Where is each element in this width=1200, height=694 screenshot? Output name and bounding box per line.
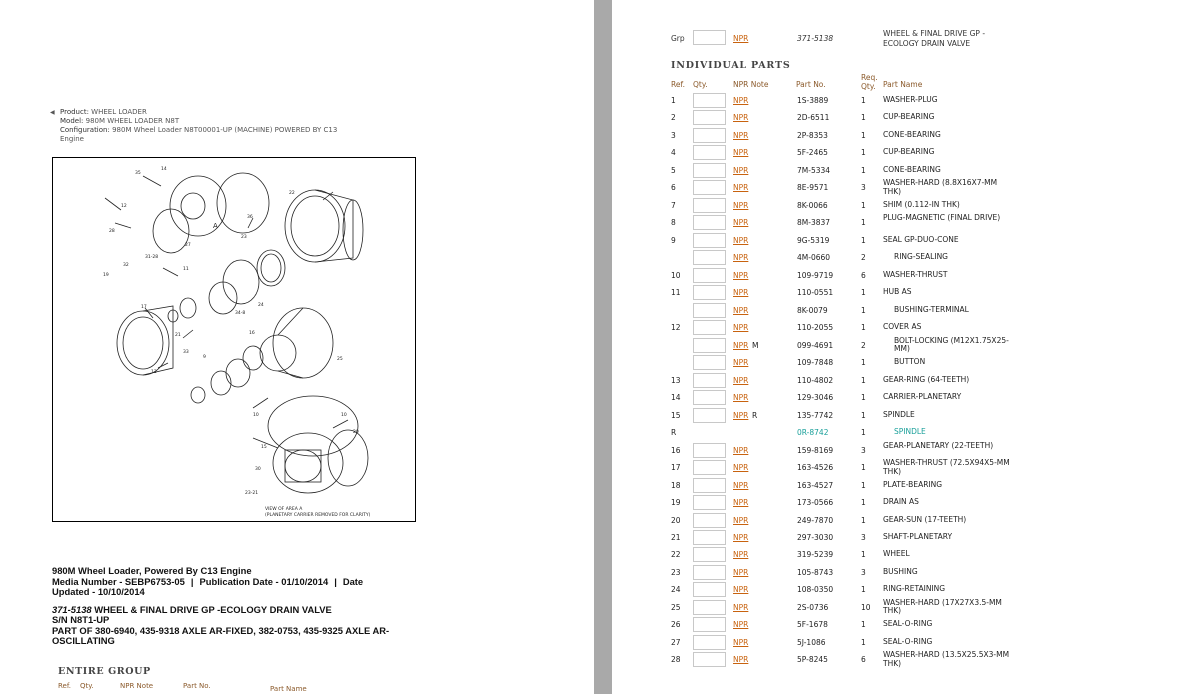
table-row (612, 389, 1200, 406)
npr-link[interactable]: NPR (733, 253, 749, 263)
table-row (612, 651, 1200, 668)
req-qty-cell: 3 (861, 533, 866, 542)
serial-range: S/N N8T1-UP (52, 614, 110, 625)
qty-input[interactable] (693, 145, 726, 160)
group-row (612, 29, 1200, 49)
qty-input[interactable] (693, 163, 726, 178)
table-header (612, 73, 1200, 93)
table-row (612, 144, 1200, 161)
qty-input[interactable] (693, 617, 726, 632)
ref-cell: 16 (671, 445, 681, 455)
qty-input[interactable] (693, 93, 726, 108)
qty-input[interactable] (693, 233, 726, 248)
table-row (612, 127, 1200, 144)
req-qty-cell: 1 (861, 358, 866, 368)
ref-cell: 9 (671, 235, 676, 245)
qty-input[interactable] (693, 478, 726, 493)
npr-link[interactable]: NPR (733, 393, 749, 403)
svg-text:30: 30 (255, 467, 261, 472)
svg-text:16: 16 (249, 331, 255, 336)
qty-input[interactable] (693, 390, 726, 405)
req-qty-cell: 3 (861, 183, 866, 193)
part-number-cell: 110-2055 (797, 323, 834, 333)
table-row (612, 529, 1200, 546)
svg-text:10: 10 (341, 413, 347, 418)
part-number-cell: 7M-5334 (797, 165, 831, 175)
svg-text:34-8: 34-8 (235, 311, 246, 316)
part-of-note: PART OF 380-6940, 435-9318 AXLE AR-FIXED, 382-0753, 435-9325 AXLE AR-OSCILLATING (52, 624, 390, 646)
part-number-cell: 8K-0079 (797, 305, 828, 315)
qty-input[interactable] (693, 652, 726, 667)
req-qty-cell: 1 (861, 515, 866, 525)
part-number-cell: 5J-1086 (797, 637, 826, 647)
part-number-cell: 109-9719 (797, 270, 834, 280)
ref-cell: 25 (671, 602, 681, 612)
qty-input[interactable] (693, 320, 726, 335)
npr-note-cell: R (752, 410, 758, 420)
npr-link[interactable]: NPR (733, 375, 749, 385)
part-name-cell: SEAL-O-RING (883, 636, 933, 646)
req-qty-cell: 1 (861, 498, 866, 508)
panel-divider[interactable] (594, 0, 612, 694)
req-qty-cell: 1 (861, 305, 866, 315)
npr-link[interactable]: NPR (733, 340, 749, 350)
req-qty-cell: 1 (861, 96, 866, 105)
model-value: 980M WHEEL LOADER N8T (85, 117, 180, 125)
grp-name: WHEEL & FINAL DRIVE GP - ECOLOGY DRAIN VALVE (883, 29, 986, 48)
qty-input[interactable] (693, 215, 726, 230)
part-name-cell: BUTTON (894, 357, 926, 367)
req-qty-cell: 1 (861, 113, 866, 123)
part-name-cell: PLUG-MAGNETIC (FINAL DRIVE) (883, 213, 1001, 223)
left-header-part-name: Part Name (270, 685, 307, 693)
ref-cell: 28 (671, 655, 681, 665)
req-qty-cell: 10 (861, 602, 871, 612)
svg-text:23-21: 23-21 (245, 491, 259, 496)
part-number-cell: 110-4802 (797, 375, 834, 385)
table-row (612, 232, 1200, 249)
req-qty-cell: 1 (861, 550, 866, 560)
left-header-ref: Ref. (58, 682, 72, 690)
req-qty-cell: 2 (861, 340, 866, 350)
qty-input[interactable] (693, 635, 726, 650)
part-name-cell: WASHER-THRUST (883, 269, 948, 279)
qty-input[interactable] (693, 582, 726, 597)
qty-input[interactable] (693, 110, 726, 125)
npr-link[interactable]: NPR (733, 550, 749, 560)
npr-link[interactable]: NPR (733, 533, 749, 542)
part-name-cell: WASHER-PLUG (883, 95, 938, 104)
left-header-npr-note: NPR Note (120, 682, 154, 690)
ref-cell: 22 (671, 550, 681, 560)
npr-link[interactable]: NPR (733, 585, 749, 595)
svg-text:33: 33 (183, 350, 189, 355)
document-info: 980M Wheel Loader, Powered By C13 Engine Media Number - SEBP6753-05 | Publication Date - 01/10/2014 | Date Updated - 10/10/2014 371-5138 WHEEL & FINAL DRIVE GP -ECOLOGY DRAIN VALVE S/N N8T1-UP PART OF 380-6940, 435-9318 AXLE AR-FIXED, 382-0753, 435-9325 AXLE AR-OSCILLATING (52, 566, 422, 647)
ref-cell: 8 (671, 218, 676, 228)
npr-link[interactable]: NPR (733, 165, 749, 175)
req-qty-cell: 1 (861, 218, 866, 228)
table-row (612, 302, 1200, 319)
part-name-cell: CUP-BEARING (883, 147, 935, 157)
svg-text:15: 15 (261, 445, 267, 450)
part-name-cell: SPINDLE (883, 409, 915, 419)
left-header-qty: Qty. (80, 682, 94, 690)
part-name-cell: SHIM (0.112-IN THK) (883, 199, 960, 209)
group-name: WHEEL & FINAL DRIVE GP -ECOLOGY DRAIN VALVE (94, 603, 332, 615)
breadcrumb (52, 108, 352, 144)
part-number-cell: 108-0350 (797, 585, 834, 595)
npr-link[interactable]: NPR (733, 96, 749, 105)
req-qty-cell: 1 (861, 637, 866, 647)
grp-part-number: 371-5138 (797, 34, 834, 43)
part-name-cell: BUSHING-TERMINAL (894, 304, 969, 314)
qty-input[interactable] (693, 285, 726, 300)
part-name-cell: SEAL GP-DUO-CONE (883, 234, 959, 244)
grp-qty-input[interactable] (693, 30, 726, 45)
npr-link[interactable]: NPR (733, 498, 749, 508)
qty-input[interactable] (693, 250, 726, 265)
ref-cell: 19 (671, 498, 681, 508)
part-number-cell: 159-8169 (797, 445, 834, 455)
ref-cell: 27 (671, 637, 681, 647)
svg-text:17: 17 (141, 305, 147, 310)
ref-cell: 26 (671, 620, 681, 630)
left-header-part-no: Part No. (183, 682, 211, 690)
table-row (612, 337, 1200, 354)
qty-input[interactable] (693, 600, 726, 615)
npr-link[interactable]: NPR (733, 410, 749, 420)
table-row (612, 179, 1200, 196)
qty-input[interactable] (693, 408, 726, 423)
part-name-cell: WASHER-THRUST (72.5X94X5-MM THK) (883, 458, 1010, 476)
req-qty-cell: 1 (861, 235, 866, 245)
part-number-cell: 319-5239 (797, 550, 834, 560)
collapse-arrow-icon[interactable]: ◀ (50, 109, 55, 116)
right-panel (612, 0, 1200, 694)
qty-input[interactable] (693, 443, 726, 458)
svg-text:14: 14 (161, 167, 167, 172)
npr-link[interactable]: NPR (733, 113, 749, 123)
ref-cell: 20 (671, 515, 681, 525)
req-qty-cell: 2 (861, 253, 866, 263)
req-qty-cell: 1 (861, 375, 866, 385)
qty-input[interactable] (693, 547, 726, 562)
part-number-cell: 249-7870 (797, 515, 834, 525)
qty-input[interactable] (693, 495, 726, 510)
config-label: Configuration: (60, 126, 110, 134)
req-qty-cell: 1 (861, 200, 866, 210)
table-row (612, 459, 1200, 476)
part-name-cell: CARRIER-PLANETARY (883, 392, 962, 402)
part-number-cell: 8K-0066 (797, 200, 828, 210)
header-ref: Ref. (671, 80, 685, 89)
part-number-cell: 0R-8742 (797, 428, 829, 438)
part-name-cell: GEAR-SUN (17-TEETH) (883, 514, 967, 524)
table-row (612, 634, 1200, 651)
ref-cell: 1 (671, 96, 676, 105)
qty-input[interactable] (693, 338, 726, 353)
svg-text:VIEW OF AREA A: VIEW OF AREA A (265, 507, 303, 512)
qty-input[interactable] (693, 268, 726, 283)
table-row (612, 162, 1200, 179)
req-qty-cell: 1 (861, 393, 866, 403)
media-number: Media Number - SEBP6753-05 (52, 575, 185, 587)
table-row (612, 616, 1200, 633)
req-qty-cell: 6 (861, 655, 866, 665)
table-row (612, 477, 1200, 494)
svg-text:20: 20 (353, 430, 359, 435)
svg-text:35: 35 (135, 171, 141, 176)
qty-input[interactable] (693, 198, 726, 213)
npr-link[interactable]: NPR (733, 567, 749, 577)
req-qty-cell: 1 (861, 620, 866, 630)
npr-link[interactable]: NPR (733, 183, 749, 193)
product-value: WHEEL LOADER (91, 108, 147, 116)
part-name-cell: WASHER-HARD (13.5X25.5X3-MM THK) (883, 650, 1010, 668)
ref-cell: 12 (671, 323, 681, 333)
ref-cell: 17 (671, 463, 681, 473)
svg-text:13: 13 (151, 370, 157, 375)
part-number-cell: 2D-6511 (797, 113, 830, 123)
table-row (612, 267, 1200, 284)
ref-cell: 3 (671, 130, 676, 140)
area-marker: A (213, 222, 218, 230)
svg-text:10: 10 (253, 413, 259, 418)
req-qty-cell: 1 (861, 410, 866, 420)
npr-link[interactable]: NPR (733, 655, 749, 665)
qty-input[interactable] (693, 303, 726, 318)
table-row (612, 494, 1200, 511)
npr-link[interactable]: NPR (733, 323, 749, 333)
qty-input[interactable] (693, 565, 726, 580)
ref-cell: 7 (671, 200, 676, 210)
req-qty-cell: 1 (861, 323, 866, 333)
part-number-cell: 1S-3889 (797, 96, 829, 105)
ref-cell: 11 (671, 288, 681, 298)
qty-input[interactable] (693, 373, 726, 388)
part-name-cell: HUB AS (883, 287, 912, 297)
part-name-cell: DRAIN AS (883, 497, 919, 507)
ref-cell: 6 (671, 183, 676, 193)
part-number-cell: 2P-8353 (797, 130, 828, 140)
svg-text:11: 11 (183, 267, 189, 272)
header-part-no: Part No. (796, 80, 826, 89)
npr-note-cell: M (752, 340, 759, 350)
part-name-cell: PLATE-BEARING (883, 479, 943, 489)
part-number-cell: 2S-0736 (797, 602, 829, 612)
table-row (612, 424, 1200, 441)
part-name-cell: GEAR-PLANETARY (22-TEETH) (883, 440, 994, 450)
part-number-cell: 5F-2465 (797, 148, 828, 158)
ref-cell: 2 (671, 113, 676, 123)
table-row (612, 214, 1200, 231)
table-row (612, 372, 1200, 389)
qty-input[interactable] (693, 530, 726, 545)
ref-cell: R (671, 428, 677, 438)
table-row (612, 599, 1200, 616)
grp-label: Grp (671, 34, 685, 43)
section-title: INDIVIDUAL PARTS (671, 60, 791, 71)
svg-text:36: 36 (247, 215, 253, 220)
npr-link[interactable]: NPR (733, 218, 749, 228)
req-qty-cell: 1 (861, 428, 866, 438)
part-name-cell: SEAL-O-RING (883, 619, 933, 629)
exploded-view-illustration (53, 158, 415, 521)
header-npr-note: NPR Note (733, 80, 769, 89)
part-number-cell: 4M-0660 (797, 253, 831, 263)
part-number-cell: 163-4527 (797, 480, 834, 490)
req-qty-cell: 1 (861, 480, 866, 490)
qty-input[interactable] (693, 128, 726, 143)
part-number-cell: 109-7848 (797, 358, 834, 368)
npr-link[interactable]: NPR (733, 445, 749, 455)
part-name-cell: COVER AS (883, 322, 922, 332)
ref-cell: 23 (671, 567, 681, 577)
part-number-cell: 110-0551 (797, 288, 834, 298)
req-qty-cell: 1 (861, 165, 866, 175)
table-row (612, 92, 1200, 109)
npr-link[interactable]: NPR (733, 235, 749, 245)
part-name-cell: RING-RETAINING (883, 584, 946, 594)
ref-cell: 4 (671, 148, 676, 158)
part-name-cell: GEAR-RING (64-TEETH) (883, 374, 970, 384)
part-number-cell: 105-8743 (797, 567, 834, 577)
req-qty-cell: 1 (861, 288, 866, 298)
ref-cell: 13 (671, 375, 681, 385)
npr-link[interactable]: NPR (733, 130, 749, 140)
part-name-cell: WASHER-HARD (8.8X16X7-MM THK) (883, 178, 998, 196)
svg-text:21: 21 (175, 333, 181, 338)
table-row (612, 197, 1200, 214)
header-part-name: Part Name (883, 80, 923, 89)
npr-link[interactable]: NPR (733, 637, 749, 647)
part-number-cell: 135-7742 (797, 410, 834, 420)
part-name-cell: CUP-BEARING (883, 112, 935, 122)
npr-link[interactable]: NPR (733, 288, 749, 298)
qty-input[interactable] (693, 180, 726, 195)
svg-text:32: 32 (123, 263, 129, 268)
table-row (612, 354, 1200, 371)
document-title: 980M Wheel Loader, Powered By C13 Engine (52, 565, 252, 576)
part-name-cell: SPINDLE (894, 427, 926, 437)
req-qty-cell: 3 (861, 445, 866, 455)
npr-link[interactable]: NPR (733, 148, 749, 158)
svg-text:(PLANETARY CARRIER REMOVED FOR: (PLANETARY CARRIER REMOVED FOR CLARITY) (265, 513, 371, 518)
table-row (612, 284, 1200, 301)
qty-input[interactable] (693, 513, 726, 528)
part-number-cell: 099-4691 (797, 340, 834, 350)
ref-cell: 5 (671, 165, 676, 175)
table-row (612, 109, 1200, 126)
part-name-cell: BOLT-LOCKING (M12X1.75X25-MM) (894, 335, 1009, 354)
svg-text:31-28: 31-28 (145, 255, 159, 260)
part-name-cell: BUSHING (883, 566, 918, 576)
part-number-cell: 9G-5319 (797, 235, 830, 245)
req-qty-cell: 1 (861, 130, 866, 140)
npr-link[interactable]: NPR (733, 358, 749, 368)
ref-cell: 10 (671, 270, 681, 280)
table-row (612, 407, 1200, 424)
req-qty-cell: 1 (861, 463, 866, 473)
model-label: Model: (60, 117, 84, 125)
qty-input[interactable] (693, 460, 726, 475)
req-qty-cell: 6 (861, 270, 866, 280)
group-part-number: 371-5138 (52, 603, 92, 615)
npr-link[interactable]: NPR (733, 463, 749, 473)
header-req-qty: Req. Qty. (861, 73, 878, 91)
svg-text:22: 22 (289, 191, 295, 196)
svg-text:28: 28 (109, 229, 115, 234)
parts-diagram[interactable] (52, 157, 416, 522)
part-number-cell: 173-0566 (797, 498, 834, 508)
part-number-cell: 5F-1678 (797, 620, 828, 630)
req-qty-cell: 3 (861, 567, 866, 577)
part-number-cell: 5P-8245 (797, 655, 828, 665)
part-number-cell: 8M-3837 (797, 218, 831, 228)
qty-input[interactable] (693, 355, 726, 370)
publication-date: Publication Date - 01/10/2014 (199, 575, 329, 587)
table-row (612, 442, 1200, 459)
config-value: 980M Wheel Loader N8T00001-UP (MACHINE) POWERED BY C13 Engine (60, 126, 338, 143)
part-number-cell: 297-3030 (797, 533, 834, 542)
svg-text:24: 24 (258, 303, 264, 308)
npr-link[interactable]: NPR (733, 620, 749, 630)
updated-date: Updated - 10/10/2014 (52, 586, 145, 597)
svg-text:25: 25 (337, 357, 343, 362)
req-qty-cell: 1 (861, 585, 866, 595)
ref-cell: 21 (671, 533, 681, 542)
table-row (612, 546, 1200, 563)
table-row (612, 319, 1200, 336)
npr-link[interactable]: NPR (733, 305, 749, 315)
part-number-cell: 163-4526 (797, 463, 834, 473)
part-number-cell: 129-3046 (797, 393, 834, 403)
left-panel (0, 0, 594, 694)
table-row (612, 564, 1200, 581)
part-name-cell: WASHER-HARD (17X27X3.5-MM THK) (883, 597, 1002, 616)
part-name-cell: SHAFT-PLANETARY (883, 532, 953, 541)
table-row (612, 512, 1200, 529)
part-name-cell: RING-SEALING (894, 252, 948, 262)
svg-text:23: 23 (241, 235, 247, 240)
table-row (612, 249, 1200, 266)
grp-npr-link[interactable]: NPR (733, 34, 749, 43)
svg-text:27: 27 (185, 243, 191, 248)
header-qty: Qty. (693, 80, 708, 89)
part-name-cell: CONE-BEARING (883, 164, 941, 174)
entire-group-heading: ENTIRE GROUP (58, 666, 151, 677)
req-qty-cell: 1 (861, 148, 866, 158)
ref-cell: 24 (671, 585, 681, 595)
part-name-cell: CONE-BEARING (883, 129, 941, 139)
npr-link[interactable]: NPR (733, 515, 749, 525)
svg-text:12: 12 (121, 204, 127, 209)
npr-link[interactable]: NPR (733, 270, 749, 280)
ref-cell: 18 (671, 480, 681, 490)
ref-cell: 14 (671, 393, 681, 403)
svg-text:19: 19 (103, 273, 109, 278)
product-label: Product: (60, 108, 89, 116)
npr-link[interactable]: NPR (733, 200, 749, 210)
ref-cell: 15 (671, 410, 681, 420)
table-row (612, 581, 1200, 598)
part-number-cell: 8E-9571 (797, 183, 829, 193)
part-name-cell: WHEEL (883, 549, 910, 559)
npr-link[interactable]: NPR (733, 480, 749, 490)
svg-text:9: 9 (203, 355, 206, 360)
npr-link[interactable]: NPR (733, 602, 749, 612)
